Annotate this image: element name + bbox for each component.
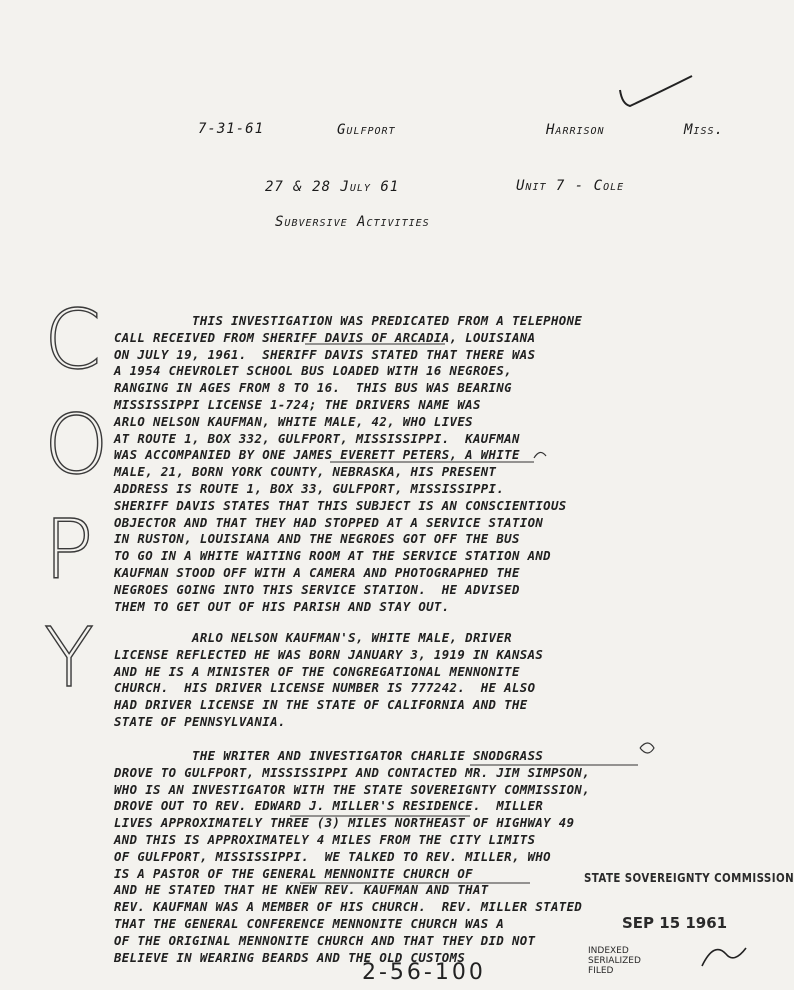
- header-subject: Subversive Activities: [275, 214, 430, 230]
- text-line: KAUFMAN STOOD OFF WITH A CAMERA AND PHOTOGRAPHED THE: [114, 565, 520, 580]
- text-line: MALE, 21, BORN YORK COUNTY, NEBRASKA, HIS PRESENT: [114, 465, 497, 480]
- copy-letter-o: O: [44, 398, 109, 493]
- stamp-serialized: SERIALIZED: [588, 956, 641, 966]
- stamp-initials-mark: [694, 936, 754, 976]
- text-line: IN RUSTON, LOUISIANA AND THE NEGROES GOT OFF THE BUS: [114, 532, 520, 547]
- text-line: AND HE STATED THAT HE KNEW REV. KAUFMAN AND THAT: [114, 883, 489, 898]
- text-line: ON JULY 19, 1961. SHERIFF DAVIS STATED THAT THERE WAS: [114, 347, 536, 362]
- text-line: OF GULFPORT, MISSISSIPPI. WE TALKED TO REV. MILLER, WHO: [114, 849, 551, 864]
- stamp-agency: STATE SOVEREIGNTY COMMISSION: [584, 870, 794, 885]
- header-date: 7-31-61: [198, 121, 265, 137]
- text-line: LICENSE REFLECTED HE WAS BORN JANUARY 3, 1919 IN KANSAS: [114, 647, 544, 662]
- text-line: CALL RECEIVED FROM SHERIFF DAVIS OF ARCADIA, LOUISIANA: [114, 330, 536, 345]
- text-line: STATE OF PENNSYLVANIA.: [114, 714, 286, 729]
- stamp-filed: FILED: [588, 966, 614, 976]
- header-county: Harrison: [546, 122, 605, 138]
- header-city: Gulfport: [337, 122, 396, 138]
- text-line: ADDRESS IS ROUTE 1, BOX 33, GULFPORT, MISSISSIPPI.: [114, 481, 505, 496]
- header-state: Miss.: [684, 122, 724, 138]
- text-line: THEM TO GET OUT OF HIS PARISH AND STAY OUT.: [114, 599, 450, 614]
- stamp-indexed: INDEXED: [588, 946, 629, 956]
- text-line: A 1954 CHEVROLET SCHOOL BUS LOADED WITH 16 NEGROES,: [114, 364, 512, 379]
- text-line: WHO IS AN INVESTIGATOR WITH THE STATE SOVEREIGNTY COMMISSION,: [114, 782, 591, 797]
- text-line: MISSISSIPPI LICENSE 1-724; THE DRIVERS NAME WAS: [114, 397, 481, 412]
- text-line: DROVE TO GULFPORT, MISSISSIPPI AND CONTACTED MR. JIM SIMPSON,: [114, 765, 591, 780]
- text-line: ARLO NELSON KAUFMAN'S, WHITE MALE, DRIVER: [114, 631, 512, 645]
- text-line: RANGING IN AGES FROM 8 TO 16. THIS BUS WAS BEARING: [114, 381, 512, 396]
- text-line: OF THE ORIGINAL MENNONITE CHURCH AND THAT THEY DID NOT: [114, 933, 536, 948]
- text-line: THIS INVESTIGATION WAS PREDICATED FROM A TELEPHONE: [114, 314, 583, 328]
- text-line: THE WRITER AND INVESTIGATOR CHARLIE SNODGRASS: [114, 749, 544, 763]
- text-line: AND THIS IS APPROXIMATELY 4 MILES FROM THE CITY LIMITS: [114, 832, 536, 847]
- text-line: IS A PASTOR OF THE GENERAL MENNONITE CHURCH OF: [114, 866, 473, 881]
- text-line: LIVES APPROXIMATELY THREE (3) MILES NORTHEAST OF HIGHWAY 49: [114, 816, 575, 831]
- copy-letter-c: C: [44, 293, 102, 388]
- text-line: WAS ACCOMPANIED BY ONE JAMES EVERETT PETERS, A WHITE: [114, 448, 520, 463]
- stamp-date: SEP 15 1961: [622, 914, 728, 932]
- text-line: REV. KAUFMAN WAS A MEMBER OF HIS CHURCH. REV. MILLER STATED: [114, 900, 583, 915]
- copy-letter-p: P: [44, 503, 94, 598]
- text-line: AND HE IS A MINISTER OF THE CONGREGATIONAL MENNONITE: [114, 664, 520, 679]
- text-line: NEGROES GOING INTO THIS SERVICE STATION. HE ADVISED: [114, 582, 520, 597]
- text-line: CHURCH. HIS DRIVER LICENSE NUMBER IS 777242. HE ALSO: [114, 681, 536, 696]
- commission-stamp: [584, 866, 794, 990]
- header-dates: 27 & 28 July 61: [265, 179, 400, 195]
- file-number: 2-56-100: [362, 960, 486, 985]
- header-unit: Unit 7 - Cole: [516, 178, 625, 194]
- text-line: AT ROUTE 1, BOX 332, GULFPORT, MISSISSIPPI. KAUFMAN: [114, 431, 520, 446]
- text-line: TO GO IN A WHITE WAITING ROOM AT THE SERVICE STATION AND: [114, 549, 551, 564]
- text-line: THAT THE GENERAL CONFERENCE MENNONITE CHURCH WAS A: [114, 916, 505, 931]
- text-line: OBJECTOR AND THAT THEY HAD STOPPED AT A SERVICE STATION: [114, 515, 544, 530]
- copy-letter-y: Y: [44, 611, 95, 706]
- text-line: ARLO NELSON KAUFMAN, WHITE MALE, 42, WHO LIVES: [114, 414, 473, 429]
- text-line: BELIEVE IN WEARING BEARDS AND THE OLD CUSTOMS: [114, 950, 466, 965]
- text-line: DROVE OUT TO REV. EDWARD J. MILLER'S RESIDENCE. MILLER: [114, 799, 544, 814]
- text-line: SHERIFF DAVIS STATES THAT THIS SUBJECT IS AN CONSCIENTIOUS: [114, 498, 567, 513]
- text-line: HAD DRIVER LICENSE IN THE STATE OF CALIFORNIA AND THE: [114, 698, 528, 713]
